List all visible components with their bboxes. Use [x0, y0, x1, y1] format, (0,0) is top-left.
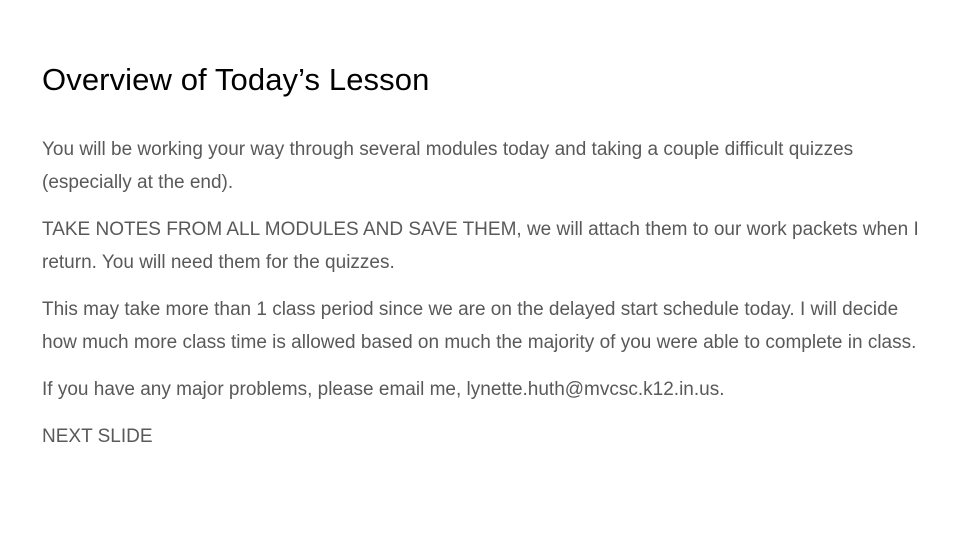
- slide-body: [42, 133, 922, 467]
- paragraph-contact: [42, 373, 922, 406]
- slide-title: Overview of Today’s Lesson: [42, 62, 430, 97]
- email-link[interactable]: lynette.huth@mvcsc.k12.in.us.: [466, 379, 725, 400]
- paragraph-take-notes: TAKE NOTES FROM ALL MODULES AND SAVE THEM, we will attach them to our work packets when I return. You will need them for the quizzes.: [42, 219, 919, 273]
- next-slide-link[interactable]: NEXT SLIDE: [42, 426, 153, 447]
- paragraph-modules: You will be working your way through several modules today and taking a couple difficult quizzes (especially at the end).: [42, 139, 854, 193]
- contact-text: If you have any major problems, please email me,: [42, 379, 467, 400]
- paragraph-class-period: This may take more than 1 class period since we are on the delayed start schedule today. I will decide how much more class time is allowed based on much the majority of you were able to complete in class.: [42, 299, 917, 353]
